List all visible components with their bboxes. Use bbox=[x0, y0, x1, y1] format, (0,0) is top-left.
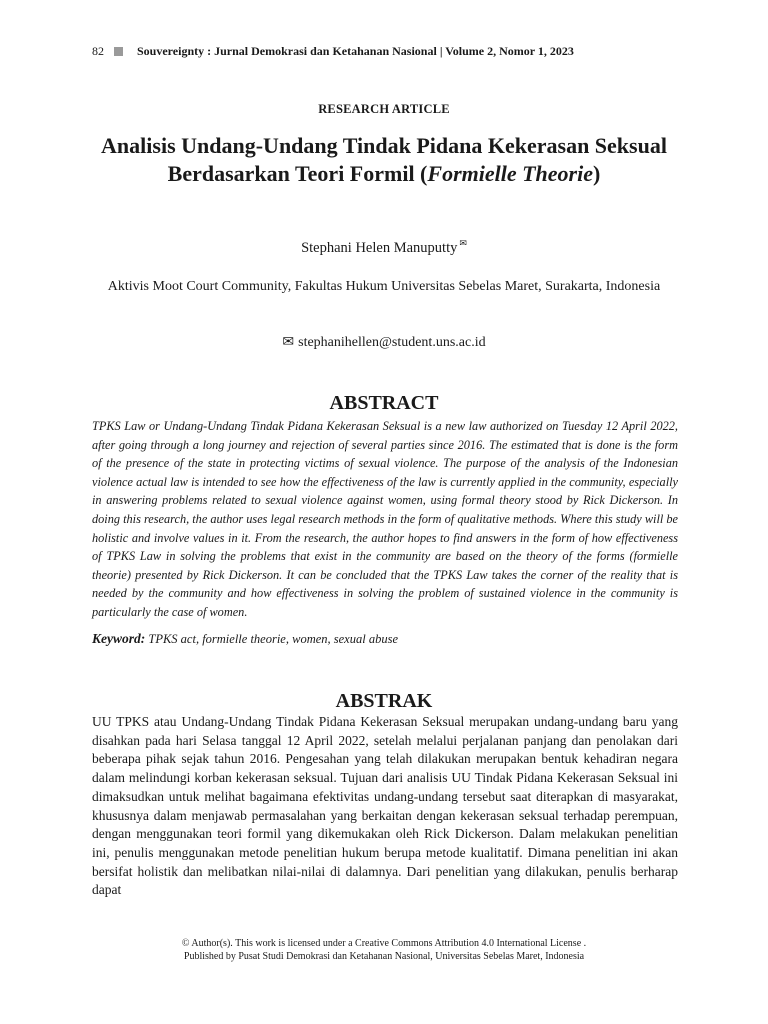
keywords-line bbox=[92, 631, 678, 647]
page-footer bbox=[0, 938, 768, 963]
abstract-heading: ABSTRACT bbox=[329, 392, 439, 414]
running-header bbox=[92, 44, 668, 59]
square-bullet-icon bbox=[114, 47, 123, 56]
author-affiliation: Aktivis Moot Court Community, Fakultas Hukum Universitas Sebelas Maret, Surakarta, Indonesia bbox=[107, 279, 661, 294]
publisher-line: Published by Pusat Studi Demokrasi dan Ketahanan Nasional, Universitas Sebelas Maret, Indonesia bbox=[183, 950, 585, 962]
article-title bbox=[92, 132, 676, 188]
author-email-line bbox=[0, 334, 768, 351]
keyword-label: Keyword: bbox=[92, 631, 146, 646]
title-italic: Formielle Theorie bbox=[427, 161, 593, 186]
author-email[interactable]: stephanihellen@student.uns.ac.id bbox=[298, 335, 486, 350]
abstrak-heading: ABSTRAK bbox=[335, 690, 433, 712]
envelope-icon: ✉ bbox=[282, 335, 295, 350]
author-line bbox=[0, 238, 768, 257]
author-name: Stephani Helen Manuputty bbox=[301, 239, 458, 256]
article-type: RESEARCH ARTICLE bbox=[318, 102, 450, 116]
mail-icon[interactable]: ✉ bbox=[459, 238, 467, 248]
page-number: 82 bbox=[92, 44, 104, 58]
title-end: ) bbox=[592, 161, 601, 186]
abstrak-body: UU TPKS atau Undang-Undang Tindak Pidana Kekerasan Seksual merupakan undang-undang baru yang disahkan pada hari Selasa tanggal 12 April 2022, setelah melalui perjalanan panjang dan penolakan dari beberapa pihak sejak tahun 2016. Pengesahan yang telah dilakukan merupakan bentuk kehadiran negara dalam melindungi korban kekerasan seksual. Tujuan dari analisis UU Tindak Pidana Kekerasan Seksual ini dimaksudkan untuk melihat bagaimana efektivitas undang-undang tersebut saat diterapkan di masyarakat, khususnya dalam menjawab permasalahan yang berkaitan dengan kekerasan seksual terhadap perempuan, dengan menggunakan teori formil yang dikemukakan oleh Rick Dickerson. Dalam melakukan penelitian ini, penulis menggunakan metode penelitian hukum berupa metode kualitatif. Dimana penelitian ini akan bersifat holistik dan melibatkan nilai-nilai di dalamnya. Dari penelitian yang dilakukan, penulis berharap dapat bbox=[92, 714, 678, 898]
keywords: TPKS act, formielle theorie, women, sexual abuse bbox=[148, 632, 398, 646]
title-main: Analisis Undang-Undang Tindak Pidana Kekerasan Seksual Berdasarkan Teori Formil ( bbox=[101, 133, 667, 186]
license-line: © Author(s). This work is licensed under a Creative Commons Attribution 4.0 International License . bbox=[181, 938, 587, 949]
journal-name: Souvereignty : Jurnal Demokrasi dan Ketahanan Nasional | Volume 2, Nomor 1, 2023 bbox=[137, 44, 574, 58]
abstract-body: TPKS Law or Undang-Undang Tindak Pidana Kekerasan Seksual is a new law authorized on Tuesday 12 April 2022, after going through a long journey and rejection of several parties since 2016. The estimated that is done is the form of the presence of the state in protecting victims of sexual violence. The purpose of the analysis of the Indonesian violence actual law is intended to see how the effectiveness of the law is currently applied in the community, especially in answering problems related to sexual violence against women, using formal theory stood by Rick Dickerson. In doing this research, the author uses legal research methods in the form of qualitative methods. Where this study will be holistic and involve values in it. From the research, the author hopes to find answers in the form of how effectiveness of TPKS Law in solving the problems that exist in the community are based on the theory of the forms (formielle theorie) presented by Rick Dickerson. It can be concluded that the TPKS Law takes the corner of the reality that is needed by the community and how effectiveness in solving the problem of sustained violence in the community is particularly the case of women. bbox=[92, 419, 678, 619]
